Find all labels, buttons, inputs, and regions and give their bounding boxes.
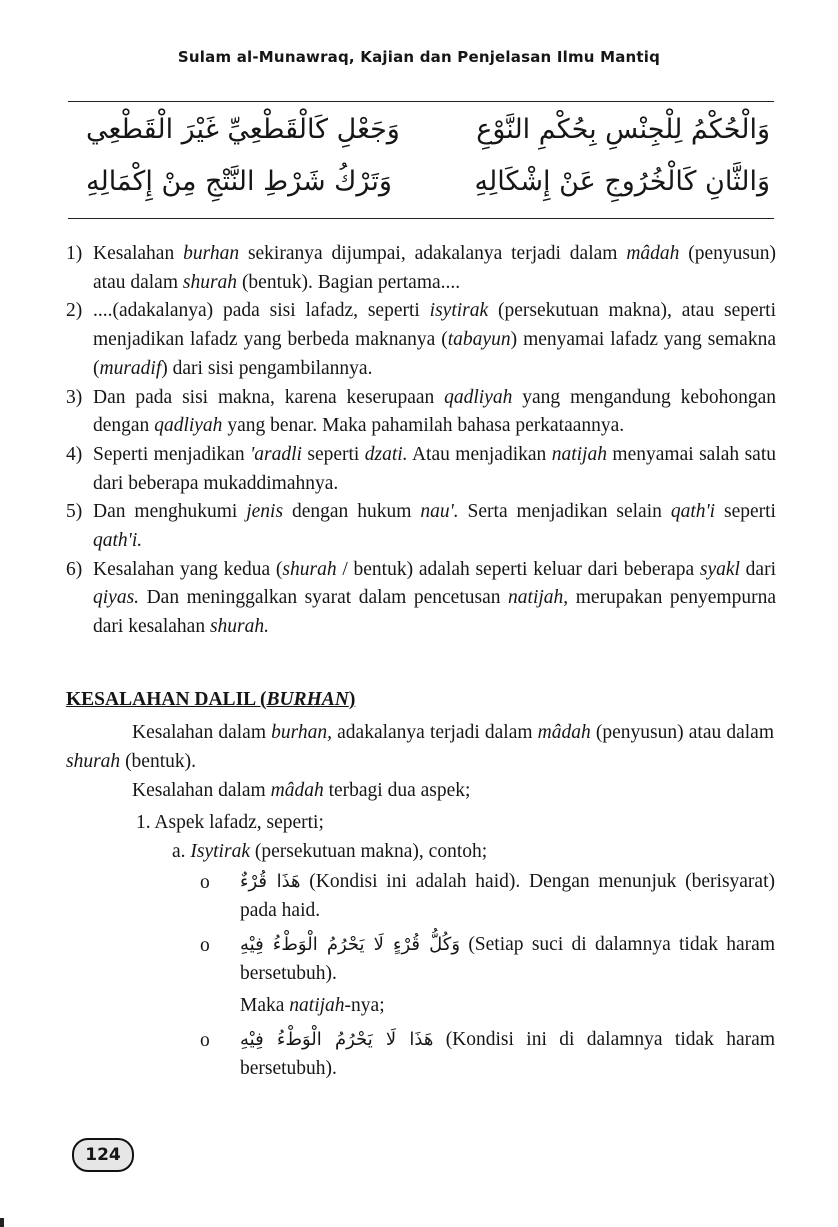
bullet-example-3: o هَذَا لَا يَحْرُمُ الْوَطْءُ فِيْهِ (Kondisi ini di dalamnya tidak haram bersetubuh). bbox=[200, 1029, 775, 1079]
item-number: 2) bbox=[66, 300, 83, 322]
arabic-example: وَكُلُّ قُرْءٍ لَا يَحْرُمُ الْوَطْءُ فِيْهِ bbox=[240, 934, 461, 955]
top-rule bbox=[68, 101, 774, 102]
list-item: 2) ....(adakalanya) pada sisi lafadz, seperti isytirak (persekutuan makna), atau seperti menjadikan lafadz yang berbeda maknanya (tabayun) menyamai lafadz yang semakna (muradif) dari sisi pengambilannya. bbox=[66, 297, 776, 383]
scan-edge-mark bbox=[0, 1218, 4, 1227]
sublist-aspek-lafadz: 1. Aspek lafadz, seperti; bbox=[136, 812, 324, 833]
item-number: 1) bbox=[66, 243, 83, 264]
verse-line2-first-half: وَالثَّانِ كَالْخُرُوجِ عَنْ إِشْكَالِهِ bbox=[474, 166, 770, 197]
list-item: 5) Dan menghukumi jenis dengan hukum nau'. Serta menjadikan selain qath'i seperti qath'i. bbox=[66, 498, 776, 555]
list-item: 6) Kesalahan yang kedua (shurah / bentuk) adalah seperti keluar dari beberapa syakl dari qiyas. Dan meninggalkan syarat dalam pencetusan natijah, merupakan penyempurna dari kesalahan shurah. bbox=[66, 556, 776, 642]
verse-line1-second-half: وَجَعْلِ كَالْقَطْعِيِّ غَيْرَ الْقَطْعِي bbox=[86, 114, 400, 145]
list-item: 4) Seperti menjadikan 'aradli seperti dzati. Atau menjadikan natijah menyamai salah satu dari beberapa mukaddimahnya. bbox=[66, 441, 776, 498]
page-number-badge: 124 bbox=[72, 1138, 134, 1172]
item-number: 6) bbox=[66, 558, 83, 580]
paragraph-madah: Kesalahan dalam mâdah terbagi dua aspek; bbox=[132, 780, 471, 801]
verse-line1-first-half: وَالْحُكْمُ لِلْجِنْسِ بِحُكْمِ النَّوْعِ bbox=[476, 114, 770, 145]
translation-list bbox=[66, 240, 776, 642]
bullet-example-1: o هَذَا قُرْءٌ (Kondisi ini adalah haid). Dengan menunjuk (berisyarat) pada haid. bbox=[200, 871, 775, 921]
arabic-example: هَذَا قُرْءٌ bbox=[240, 871, 301, 892]
item-number: 5) bbox=[66, 501, 83, 523]
arabic-example: هَذَا لَا يَحْرُمُ الْوَطْءُ فِيْهِ bbox=[240, 1029, 434, 1050]
paragraph-intro: Kesalahan dalam burhan, adakalanya terjadi dalam mâdah (penyusun) atau dalam shurah (bentuk). bbox=[66, 722, 775, 772]
bullet-marker: o bbox=[200, 1030, 210, 1051]
bottom-rule bbox=[68, 218, 774, 219]
verse-line2-second-half: وَتَرْكُ شَرْطِ النَّتْجِ مِنْ إِكْمَالِهِ bbox=[86, 166, 392, 197]
item-number: 4) bbox=[66, 443, 83, 465]
bullet-marker: o bbox=[200, 935, 210, 956]
maka-natijah-line: Maka natijah-nya; bbox=[240, 995, 385, 1016]
bullet-marker: o bbox=[200, 872, 210, 893]
item-number: 3) bbox=[66, 386, 83, 408]
list-item: 1) Kesalahan burhan sekiranya dijumpai, adakalanya terjadi dalam mâdah (penyusun) atau dalam shurah (bentuk). Bagian pertama.... bbox=[66, 240, 776, 297]
section-heading: KESALAHAN DALIL (BURHAN) bbox=[66, 689, 356, 710]
list-item: 3) Dan pada sisi makna, karena keserupaan qadliyah yang mengandung kebohongan dengan qadliyah yang benar. Maka pahamilah bahasa perkataannya. bbox=[66, 384, 776, 441]
running-header: Sulam al-Munawraq, Kajian dan Penjelasan Ilmu Mantiq bbox=[177, 48, 661, 66]
sublist-isytirak: a. Isytirak (persekutuan makna), contoh; bbox=[172, 841, 488, 862]
bullet-example-2: o وَكُلُّ قُرْءٍ لَا يَحْرُمُ الْوَطْءُ فِيْهِ (Setiap suci di dalamnya tidak haram bersetubuh). bbox=[200, 934, 776, 984]
